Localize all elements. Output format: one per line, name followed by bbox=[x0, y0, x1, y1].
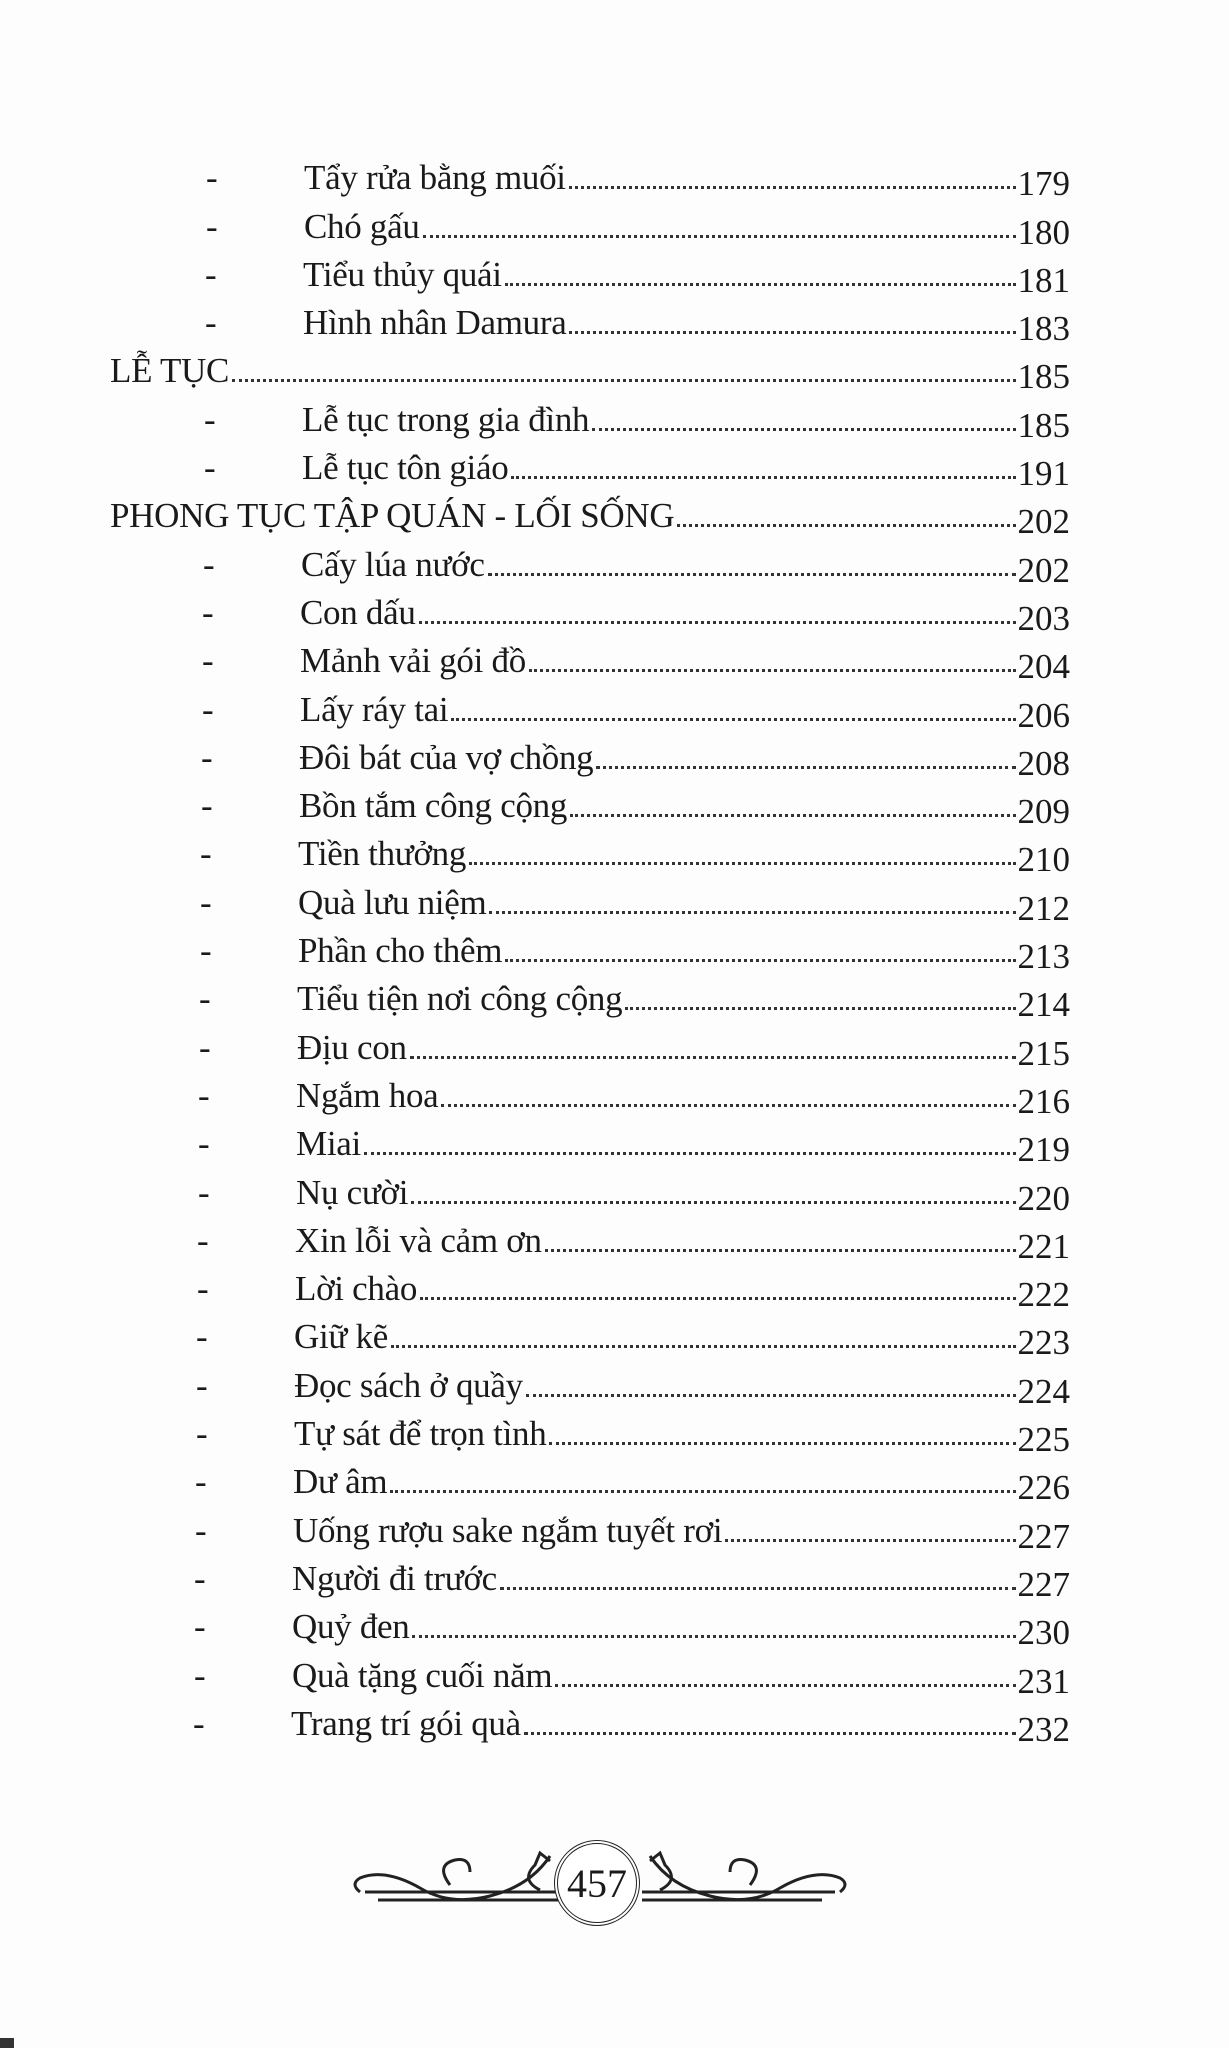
toc-entry bbox=[110, 778, 1070, 832]
toc-entry bbox=[110, 391, 1070, 445]
dot-leader bbox=[625, 1007, 1015, 1010]
toc-entry bbox=[110, 1019, 1070, 1073]
toc-entry bbox=[110, 1309, 1070, 1363]
toc-entry bbox=[110, 198, 1070, 252]
toc-entry-page: 179 bbox=[1017, 164, 1070, 204]
dot-leader bbox=[526, 1394, 1016, 1397]
toc-entry-page: 213 bbox=[1017, 937, 1070, 977]
dot-leader bbox=[412, 1635, 1015, 1638]
toc-entry bbox=[110, 1599, 1070, 1653]
dot-leader bbox=[505, 283, 1016, 286]
bullet-dash: - bbox=[206, 158, 218, 198]
toc-entry bbox=[110, 1068, 1070, 1121]
toc-entry-page: 191 bbox=[1017, 454, 1070, 494]
toc-entry-title: PHONG TỤC TẬP QUÁN - LỐI SỐNG bbox=[110, 496, 675, 536]
toc-entry bbox=[110, 1406, 1070, 1460]
toc-entry-page: 226 bbox=[1017, 1468, 1070, 1508]
toc-entry-page: 216 bbox=[1017, 1081, 1070, 1121]
bullet-dash: - bbox=[198, 1075, 210, 1115]
bullet-dash: - bbox=[200, 834, 212, 874]
toc-entry-title: Bồn tắm công cộng bbox=[299, 786, 568, 826]
toc-entry-title: Miai bbox=[296, 1124, 361, 1164]
toc-entry-page: 219 bbox=[1017, 1130, 1070, 1170]
toc-entry-page: 209 bbox=[1017, 792, 1070, 832]
toc-entry bbox=[110, 874, 1070, 928]
page-number: 457 bbox=[554, 1840, 640, 1926]
toc-entry-title: Dư âm bbox=[293, 1462, 388, 1502]
toc-entry-page: 212 bbox=[1017, 888, 1070, 928]
toc-entry-page: 222 bbox=[1017, 1275, 1070, 1315]
toc-entry-page: 202 bbox=[1017, 502, 1070, 542]
toc-entry-title: Tự sát để trọn tình bbox=[294, 1414, 547, 1454]
dot-leader bbox=[592, 428, 1015, 431]
bullet-dash: - bbox=[205, 303, 217, 343]
toc-entry bbox=[110, 730, 1070, 783]
toc-entry-title: Mảnh vải gói đồ bbox=[300, 641, 526, 681]
scan-artifact bbox=[0, 2038, 14, 2048]
toc-entry-page: 203 bbox=[1017, 598, 1070, 638]
dot-leader bbox=[390, 1490, 1015, 1493]
toc-entry-title: Địu con bbox=[297, 1027, 407, 1067]
dot-leader bbox=[420, 1297, 1015, 1300]
dot-leader bbox=[545, 1249, 1016, 1252]
toc-entry bbox=[110, 536, 1070, 590]
dot-leader bbox=[364, 1152, 1016, 1155]
bullet-dash: - bbox=[196, 1317, 208, 1357]
toc-entry bbox=[110, 923, 1070, 977]
dot-leader bbox=[524, 1732, 1016, 1735]
toc-section-heading bbox=[110, 343, 1070, 397]
toc-entry bbox=[110, 1696, 1070, 1749]
toc-entry-title: Lời chào bbox=[295, 1269, 418, 1309]
toc-entry-page: 214 bbox=[1017, 985, 1070, 1025]
bullet-dash: - bbox=[202, 689, 214, 729]
dot-leader bbox=[725, 1539, 1015, 1542]
toc-entry bbox=[110, 1116, 1070, 1170]
toc-entry-title: Lễ tục trong gia đình bbox=[302, 399, 590, 439]
toc-entry-title: Con dấu bbox=[300, 592, 416, 632]
toc-entry-title: Tiền thưởng bbox=[298, 834, 467, 874]
dot-leader bbox=[511, 476, 1015, 479]
bullet-dash: - bbox=[203, 544, 215, 584]
toc-entry-title: Quà tặng cuối năm bbox=[292, 1655, 553, 1695]
toc-entry-title: LỄ TỤC bbox=[110, 351, 230, 391]
toc-entry-title: Ngắm hoa bbox=[296, 1075, 439, 1115]
toc-entry bbox=[110, 1261, 1070, 1315]
dot-leader bbox=[555, 1684, 1015, 1687]
toc-entry-title: Giữ kẽ bbox=[294, 1317, 388, 1357]
bullet-dash: - bbox=[194, 1607, 206, 1647]
toc-entry-page: 210 bbox=[1017, 840, 1070, 880]
bullet-dash: - bbox=[198, 1172, 210, 1212]
bullet-dash: - bbox=[199, 979, 211, 1019]
dot-leader bbox=[469, 862, 1015, 865]
dot-leader bbox=[232, 379, 1015, 382]
toc-entry-page: 181 bbox=[1017, 260, 1070, 300]
toc-entry-page: 230 bbox=[1017, 1613, 1070, 1653]
toc-entry-title: Quà lưu niệm bbox=[298, 882, 487, 922]
toc-entry-page: 183 bbox=[1017, 309, 1070, 349]
toc-entry bbox=[110, 1357, 1070, 1411]
bullet-dash: - bbox=[204, 399, 216, 439]
toc-entry-title: Uống rượu sake ngắm tuyết rơi bbox=[293, 1510, 723, 1550]
bullet-dash: - bbox=[196, 1414, 208, 1454]
dot-leader bbox=[570, 814, 1015, 817]
toc-entry bbox=[110, 1213, 1070, 1266]
bullet-dash: - bbox=[194, 1655, 206, 1695]
toc-entry-page: 215 bbox=[1017, 1033, 1070, 1073]
toc-entry-title: Phần cho thêm bbox=[298, 931, 503, 971]
bullet-dash: - bbox=[200, 931, 212, 971]
bullet-dash: - bbox=[201, 786, 213, 826]
bullet-dash: - bbox=[204, 448, 216, 488]
toc-entry-title: Lấy ráy tai bbox=[300, 689, 449, 729]
dot-leader bbox=[451, 718, 1015, 721]
bullet-dash: - bbox=[195, 1510, 207, 1550]
toc-entry-title: Hình nhân Damura bbox=[303, 303, 567, 343]
dot-leader bbox=[488, 573, 1016, 576]
bullet-dash: - bbox=[202, 592, 214, 632]
bullet-dash: - bbox=[198, 1124, 210, 1164]
toc-entry-title: Tẩy rửa bằng muối bbox=[304, 158, 566, 198]
toc-entry bbox=[110, 681, 1070, 735]
toc-entry-title: Quỷ đen bbox=[292, 1607, 410, 1647]
toc-entry-page: 185 bbox=[1017, 405, 1070, 445]
toc-entry-title: Trang trí gói quà bbox=[291, 1703, 521, 1743]
toc-entry-title: Xin lỗi và cảm ơn bbox=[295, 1220, 542, 1260]
toc-entry-page: 204 bbox=[1017, 647, 1070, 687]
bullet-dash: - bbox=[199, 1027, 211, 1067]
toc-entry bbox=[110, 1164, 1070, 1218]
dot-leader bbox=[505, 959, 1015, 962]
toc-entry-title: Chó gấu bbox=[304, 206, 420, 246]
toc-entry-title: Tiểu thủy quái bbox=[303, 254, 502, 294]
toc-entry-title: Tiểu tiện nơi công cộng bbox=[297, 979, 623, 1019]
toc-entry-title: Người đi trước bbox=[292, 1558, 497, 1598]
dot-leader bbox=[419, 621, 1016, 624]
dot-leader bbox=[677, 524, 1015, 527]
bullet-dash: - bbox=[197, 1269, 209, 1309]
toc-entry-page: 202 bbox=[1017, 550, 1070, 590]
toc-entry bbox=[110, 1502, 1070, 1556]
toc-entry-page: 225 bbox=[1017, 1420, 1070, 1460]
toc-entry bbox=[110, 971, 1070, 1025]
bullet-dash: - bbox=[202, 641, 214, 681]
toc-entry-page: 227 bbox=[1017, 1564, 1070, 1604]
dot-leader bbox=[391, 1345, 1016, 1348]
bullet-dash: - bbox=[196, 1365, 208, 1405]
dot-leader bbox=[549, 1442, 1015, 1445]
table-of-contents bbox=[110, 150, 1070, 1749]
toc-entry bbox=[110, 585, 1070, 638]
toc-entry bbox=[110, 826, 1070, 880]
toc-entry-title: Đôi bát của vợ chồng bbox=[299, 737, 594, 777]
toc-entry-page: 227 bbox=[1017, 1516, 1070, 1556]
toc-entry bbox=[110, 150, 1070, 204]
toc-entry-title: Đọc sách ở quầy bbox=[294, 1365, 523, 1405]
dot-leader bbox=[441, 1104, 1015, 1107]
toc-entry-page: 223 bbox=[1017, 1323, 1070, 1363]
toc-entry-page: 180 bbox=[1017, 212, 1070, 252]
toc-section-heading bbox=[110, 488, 1070, 542]
toc-entry-page: 221 bbox=[1017, 1226, 1070, 1266]
toc-entry-title: Cấy lúa nước bbox=[301, 544, 485, 584]
bullet-dash: - bbox=[206, 206, 218, 246]
bullet-dash: - bbox=[195, 1462, 207, 1502]
bullet-dash: - bbox=[194, 1558, 206, 1598]
dot-leader bbox=[489, 911, 1015, 914]
toc-entry-title: Lễ tục tôn giáo bbox=[302, 448, 509, 488]
dot-leader bbox=[596, 766, 1015, 769]
bullet-dash: - bbox=[200, 882, 212, 922]
bullet-dash: - bbox=[193, 1703, 205, 1743]
dot-leader bbox=[569, 331, 1015, 334]
toc-entry-page: 185 bbox=[1017, 357, 1070, 397]
toc-entry-page: 224 bbox=[1017, 1371, 1070, 1411]
page-footer-ornament bbox=[340, 1830, 860, 1930]
toc-entry-page: 232 bbox=[1017, 1709, 1070, 1749]
toc-entry-page: 206 bbox=[1017, 695, 1070, 735]
dot-leader bbox=[410, 1056, 1016, 1059]
toc-entry-page: 208 bbox=[1017, 743, 1070, 783]
bullet-dash: - bbox=[205, 254, 217, 294]
dot-leader bbox=[423, 235, 1016, 238]
toc-entry-page: 220 bbox=[1017, 1178, 1070, 1218]
toc-entry bbox=[110, 633, 1070, 687]
toc-entry bbox=[110, 295, 1070, 349]
dot-leader bbox=[569, 186, 1016, 189]
toc-entry-title: Nụ cười bbox=[296, 1172, 409, 1212]
dot-leader bbox=[529, 669, 1016, 672]
bullet-dash: - bbox=[201, 737, 213, 777]
toc-entry-page: 231 bbox=[1017, 1661, 1070, 1701]
dot-leader bbox=[500, 1587, 1016, 1590]
toc-entry bbox=[110, 1647, 1070, 1701]
toc-entry bbox=[110, 440, 1070, 494]
dot-leader bbox=[411, 1201, 1015, 1204]
toc-entry bbox=[110, 247, 1070, 300]
toc-entry bbox=[110, 1551, 1070, 1604]
toc-entry bbox=[110, 1454, 1070, 1508]
bullet-dash: - bbox=[197, 1220, 209, 1260]
